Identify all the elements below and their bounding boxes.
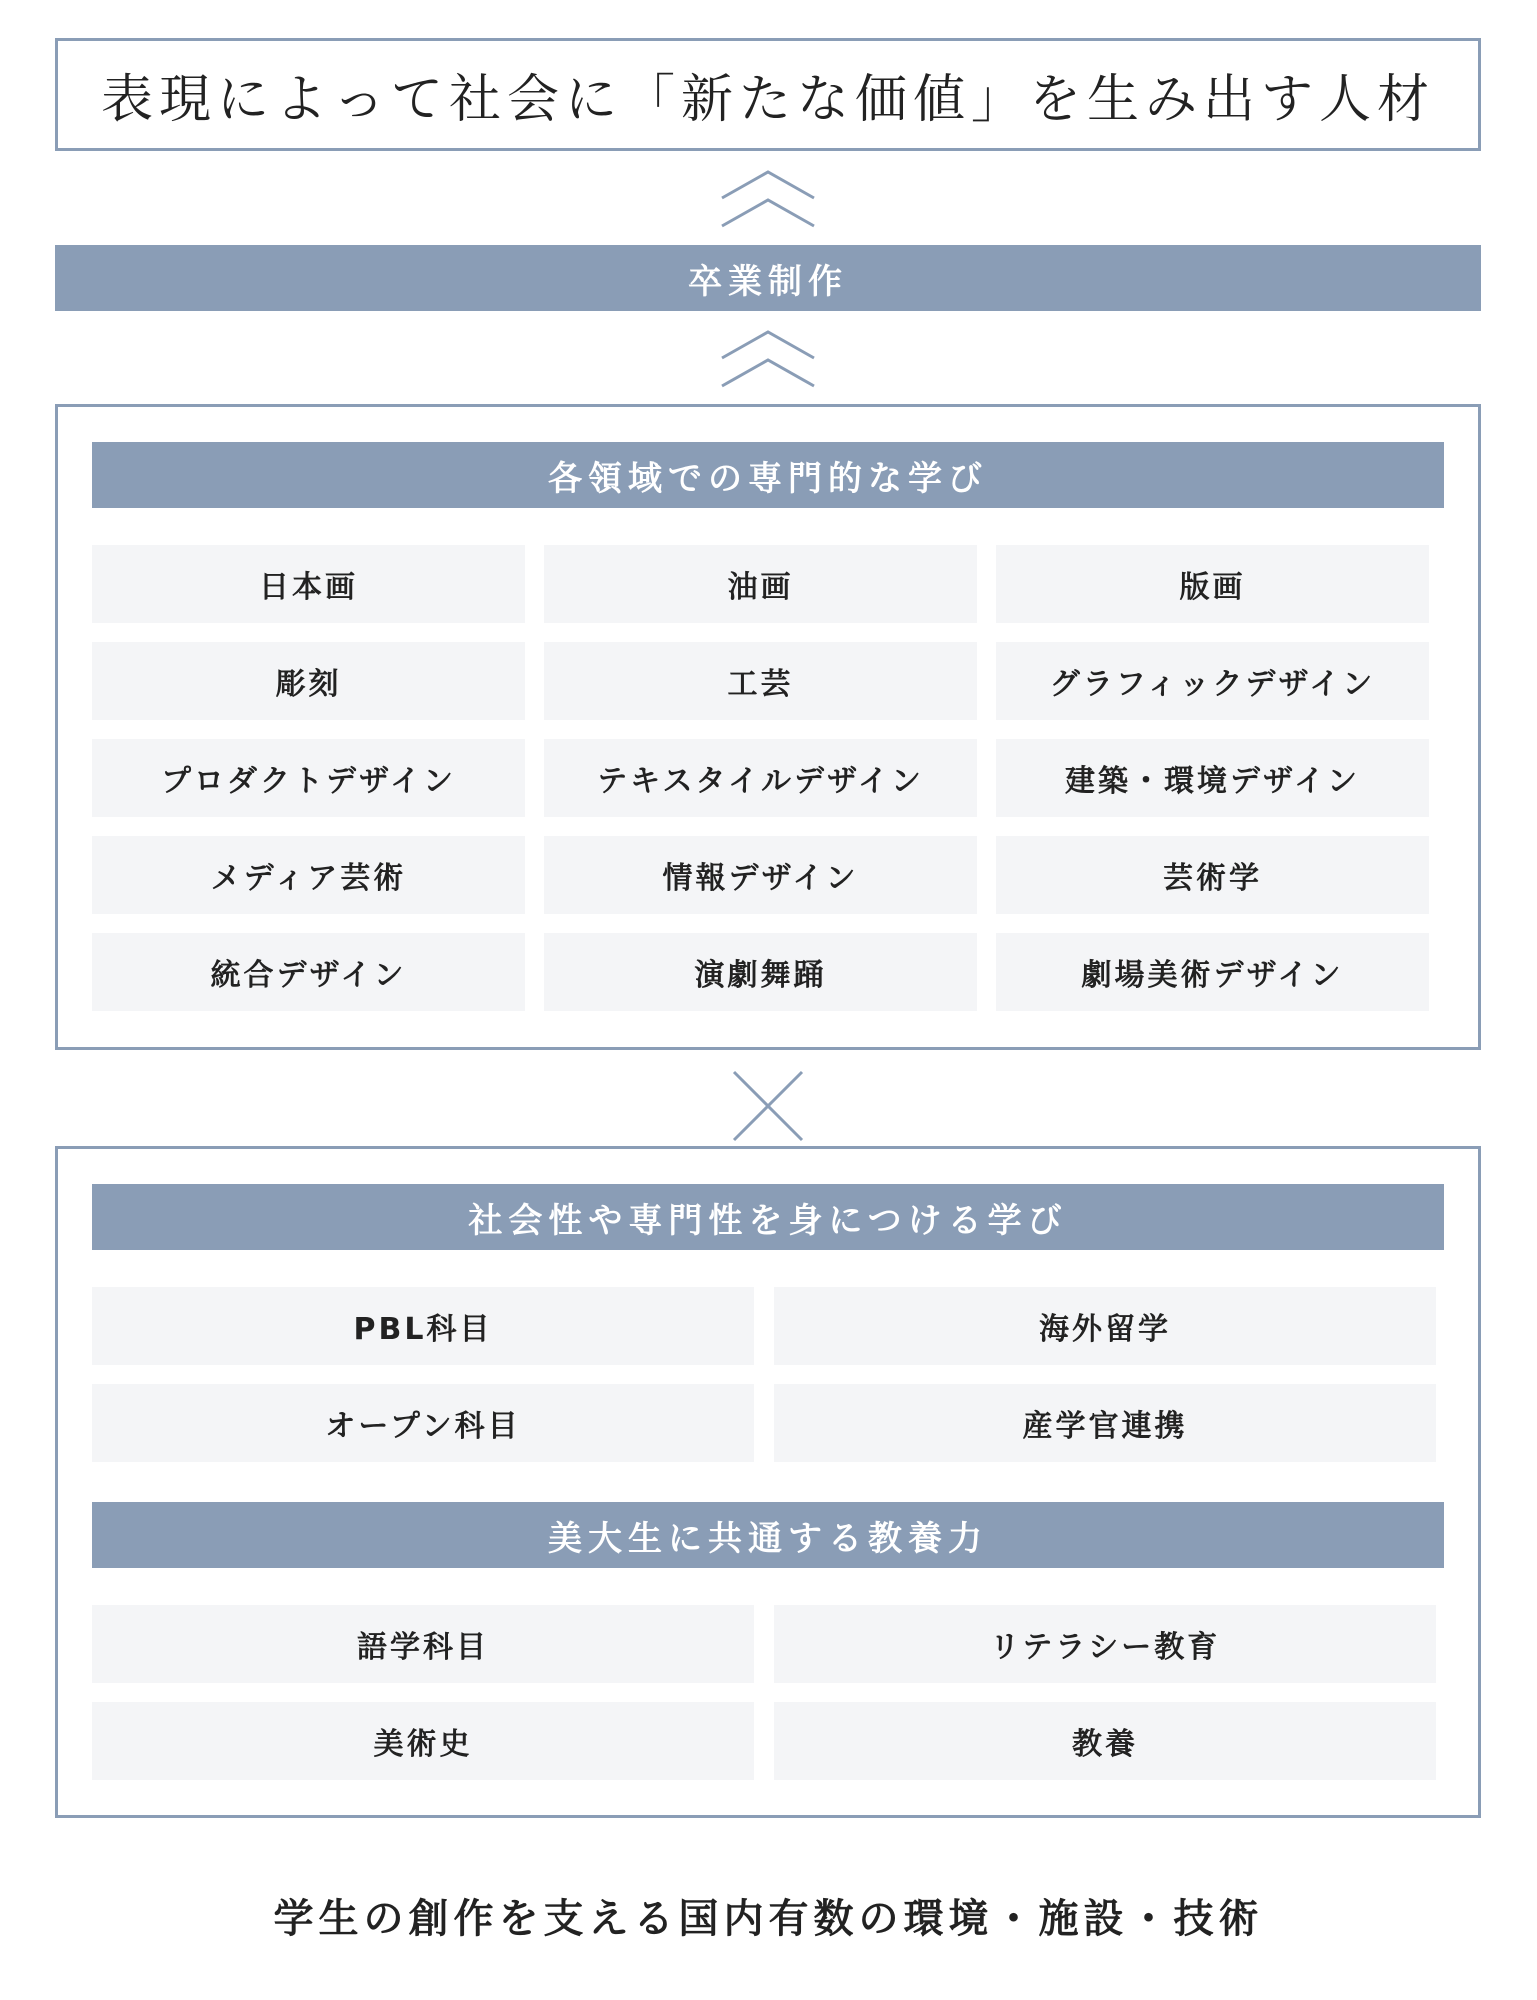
field-label: グラフィックデザイン <box>1049 667 1376 702</box>
footer-caption <box>0 1880 1537 1950</box>
field-cell <box>92 836 525 914</box>
graduation-label: 卒業制作 <box>688 261 848 302</box>
liberal-label: 美術史 <box>373 1727 473 1762</box>
social-label: 産学官連携 <box>1022 1409 1188 1444</box>
liberal-label: リテラシー教育 <box>989 1630 1221 1665</box>
liberal-cell <box>92 1605 754 1683</box>
social-heading-text: 社会性や専門性を身につける学び <box>468 1200 1068 1241</box>
specialty-heading-text: 各領域での専門的な学び <box>548 458 988 499</box>
field-label: 統合デザイン <box>210 958 407 993</box>
social-cell <box>92 1384 754 1462</box>
field-cell <box>544 739 977 817</box>
social-label: PBL科目 <box>353 1312 493 1347</box>
field-label: 油画 <box>727 570 794 605</box>
field-label: メディア芸術 <box>210 861 407 896</box>
social-heading <box>92 1184 1444 1250</box>
field-cell <box>92 642 525 720</box>
field-cell <box>544 933 977 1011</box>
liberal-cell <box>774 1605 1436 1683</box>
social-cell <box>92 1287 754 1365</box>
goal-text: 表現によって社会に「新たな価値」を生み出す人材 <box>100 70 1435 130</box>
liberal-cell <box>92 1702 754 1780</box>
field-label: プロダクトデザイン <box>161 764 456 799</box>
field-label: 工芸 <box>727 667 794 702</box>
liberal-heading-text: 美大生に共通する教養力 <box>548 1518 988 1559</box>
social-cell <box>774 1384 1436 1462</box>
footer-text: 学生の創作を支える国内有数の環境・施設・技術 <box>273 1895 1264 1942</box>
field-cell <box>92 933 525 1011</box>
field-cell <box>996 642 1429 720</box>
field-cell <box>996 836 1429 914</box>
field-cell <box>544 545 977 623</box>
liberal-heading <box>92 1502 1444 1568</box>
cross-icon <box>728 1066 808 1146</box>
social-label: オープン科目 <box>325 1409 521 1444</box>
field-cell <box>996 933 1429 1011</box>
liberal-cell <box>774 1702 1436 1780</box>
liberal-label: 教養 <box>1072 1727 1138 1762</box>
social-label: 海外留学 <box>1039 1312 1171 1347</box>
field-cell <box>996 545 1429 623</box>
goal-box <box>55 38 1481 151</box>
graduation-bar <box>55 245 1481 311</box>
field-label: 日本画 <box>259 570 358 605</box>
field-label: 劇場美術デザイン <box>1081 958 1344 993</box>
field-cell <box>996 739 1429 817</box>
field-label: 彫刻 <box>275 667 342 702</box>
field-label: 演劇舞踊 <box>694 958 827 993</box>
field-label: 情報デザイン <box>662 861 859 896</box>
field-cell <box>92 739 525 817</box>
field-label: 建築・環境デザイン <box>1065 764 1360 799</box>
field-cell <box>92 545 525 623</box>
social-cell <box>774 1287 1436 1365</box>
specialty-heading <box>92 442 1444 508</box>
field-label: 芸術学 <box>1163 861 1262 896</box>
liberal-label: 語学科目 <box>357 1630 489 1665</box>
field-label: 版画 <box>1179 570 1246 605</box>
field-label: テキスタイルデザイン <box>597 764 924 799</box>
double-chevron-up-icon <box>718 328 818 394</box>
field-cell <box>544 836 977 914</box>
double-chevron-up-icon <box>718 168 818 234</box>
field-cell <box>544 642 977 720</box>
